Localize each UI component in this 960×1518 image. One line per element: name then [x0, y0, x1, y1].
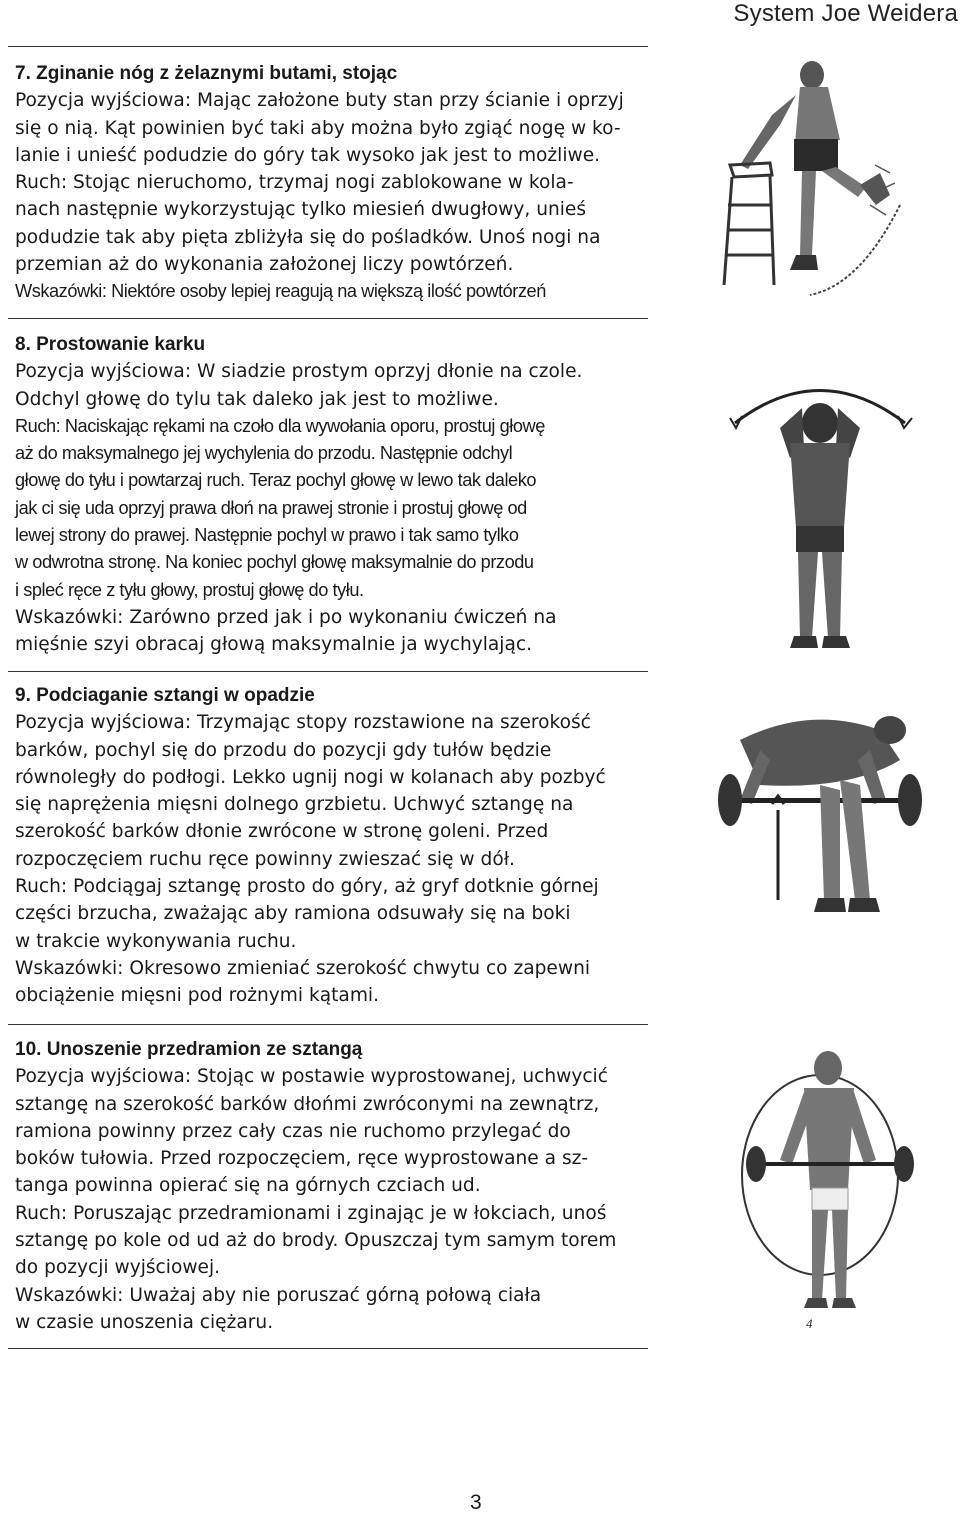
text-line: Pozycja wyjściowa: W siadzie prostym oprzyj dłonie na czole.: [15, 361, 583, 383]
exercise-title: 7. Zginanie nóg z żelaznymi butami, stojąc: [15, 63, 398, 84]
text-line: w odwrotna stronę. Na koniec pochyl głowę maksymalnie do przodu: [15, 552, 534, 573]
text-line: równoległy do podłogi. Lekko ugnij nogi w kolanach aby pozbyć: [15, 766, 606, 788]
exercise-section-10: [15, 1036, 643, 1336]
text-line: jak ci się uda oprzyj prawa dłoń na prawej stronie i prostuj głowę od: [15, 497, 527, 518]
text-line: nach następnie wykorzystując tylko miesień dwugłowy, unieś: [15, 199, 587, 221]
running-header: System Joe Weidera: [733, 0, 958, 27]
text-line: w trakcie wykonywania ruchu.: [15, 930, 297, 952]
neck-extension-illustration: [720, 368, 920, 658]
text-line: sztangę po kole od ud aż do brody. Opuszczaj tym samym torem: [15, 1230, 617, 1252]
text-line: się o nią. Kąt powinien być taki aby można było zgiąć nogę w ko-: [15, 117, 621, 139]
exercise-section-8: [15, 331, 643, 659]
divider: [8, 671, 648, 672]
text-line: mięśnie szyi obracaj głową maksymalnie ja wychylając.: [15, 634, 533, 656]
text-line: części brzucha, zważając aby ramiona odsuwały się na boki: [15, 903, 571, 925]
divider: [8, 1348, 648, 1349]
text-line: Ruch: Poruszając przedramionami i zginając je w łokciach, unoś: [15, 1202, 607, 1224]
text-line: ramiona powinny przez cały czas nie ruchomo przylegać do: [15, 1120, 571, 1142]
text-line: i spleć ręce z tyłu głowy, prostuj głowę do tyłu.: [15, 579, 364, 600]
text-line: do pozycji wyjściowej.: [15, 1257, 221, 1279]
text-line: Wskazówki: Uważaj aby nie poruszać górną połową ciała: [15, 1284, 542, 1306]
text-line: Ruch: Naciskając rękami na czoło dla wywołania oporu, prostuj głowę: [15, 415, 545, 436]
figure-number: 4: [806, 1316, 813, 1331]
leg-curl-illustration: [700, 55, 930, 305]
text-line: Pozycja wyjściowa: Mając założone buty stan przy ścianie i oprzyj: [15, 90, 624, 112]
text-line: lewej strony do prawej. Następnie pochyl w prawo i tak samo tylko: [15, 525, 519, 546]
text-line: Pozycja wyjściowa: Stojąc w postawie wyprostowanej, uchwycić: [15, 1066, 608, 1088]
text-line: boków tułowia. Przed rozpoczęciem, ręce wyprostowane a sz-: [15, 1148, 589, 1170]
divider: [8, 1024, 648, 1025]
text-line: obciążenie mięsni pod rożnymi kątami.: [15, 985, 380, 1007]
page-number: 3: [470, 1491, 482, 1514]
text-line: rozpoczęciem ruchu ręce powinny zwieszać się w dół.: [15, 848, 515, 870]
text-line: Odchyl głowę do tylu tak daleko jak jest to możliwe.: [15, 388, 499, 410]
bent-over-row-illustration: [700, 700, 940, 940]
text-line: Wskazówki: Okresowo zmieniać szerokość chwytu co zapewni: [15, 957, 591, 979]
text-line: tanga powinna opierać się na górnych czciach ud.: [15, 1175, 481, 1197]
text-line: sztangę na szerokość barków dłońmi zwróconymi na zewnątrz,: [15, 1093, 600, 1115]
exercise-section-9: [15, 682, 643, 1010]
text-line: szerokość barków dłonie zwrócone w stronę goleni. Przed: [15, 821, 549, 843]
text-line: głowę do tyłu i powtarzaj ruch. Teraz pochyl głowę w lewo tak daleko: [15, 470, 537, 491]
text-line: Pozycja wyjściowa: Trzymając stopy rozstawione na szerokość: [15, 712, 591, 734]
text-line: Wskazówki: Zarówno przed jak i po wykonaniu ćwiczeń na: [15, 606, 557, 628]
text-line: Wskazówki: Niektóre osoby lepiej reagują na większą ilość powtórzeń: [15, 281, 546, 302]
text-line: Ruch: Stojąc nieruchomo, trzymaj nogi zablokowane w kola-: [15, 172, 574, 194]
exercise-title: 9. Podciaganie sztangi w opadzie: [15, 685, 315, 706]
text-line: lanie i unieść podudzie do góry tak wysoko jak jest to możliwe.: [15, 144, 601, 166]
divider: [8, 46, 648, 47]
divider: [8, 318, 648, 319]
exercise-section-7: [15, 60, 643, 306]
text-line: przemian aż do wykonania założonej liczy powtórzeń.: [15, 254, 514, 276]
text-line: podudzie tak aby pięta zbliżyła się do pośladków. Unoś nogi na: [15, 226, 601, 248]
exercise-title: 10. Unoszenie przedramion ze sztangą: [15, 1039, 363, 1060]
text-line: barków, pochyl się do przodu do pozycji gdy tułów będzie: [15, 739, 552, 761]
exercise-title: 8. Prostowanie karku: [15, 334, 206, 355]
barbell-curl-illustration: [730, 1040, 950, 1340]
text-line: w czasie unoszenia ciężaru.: [15, 1311, 274, 1333]
text-line: aż do maksymalnego jej wychylenia do przodu. Następnie odchyl: [15, 443, 513, 464]
text-line: się naprężenia mięsni dolnego grzbietu. Uchwyć sztangę na: [15, 794, 574, 816]
text-line: Ruch: Podciągaj sztangę prosto do góry, aż gryf dotknie górnej: [15, 876, 599, 898]
